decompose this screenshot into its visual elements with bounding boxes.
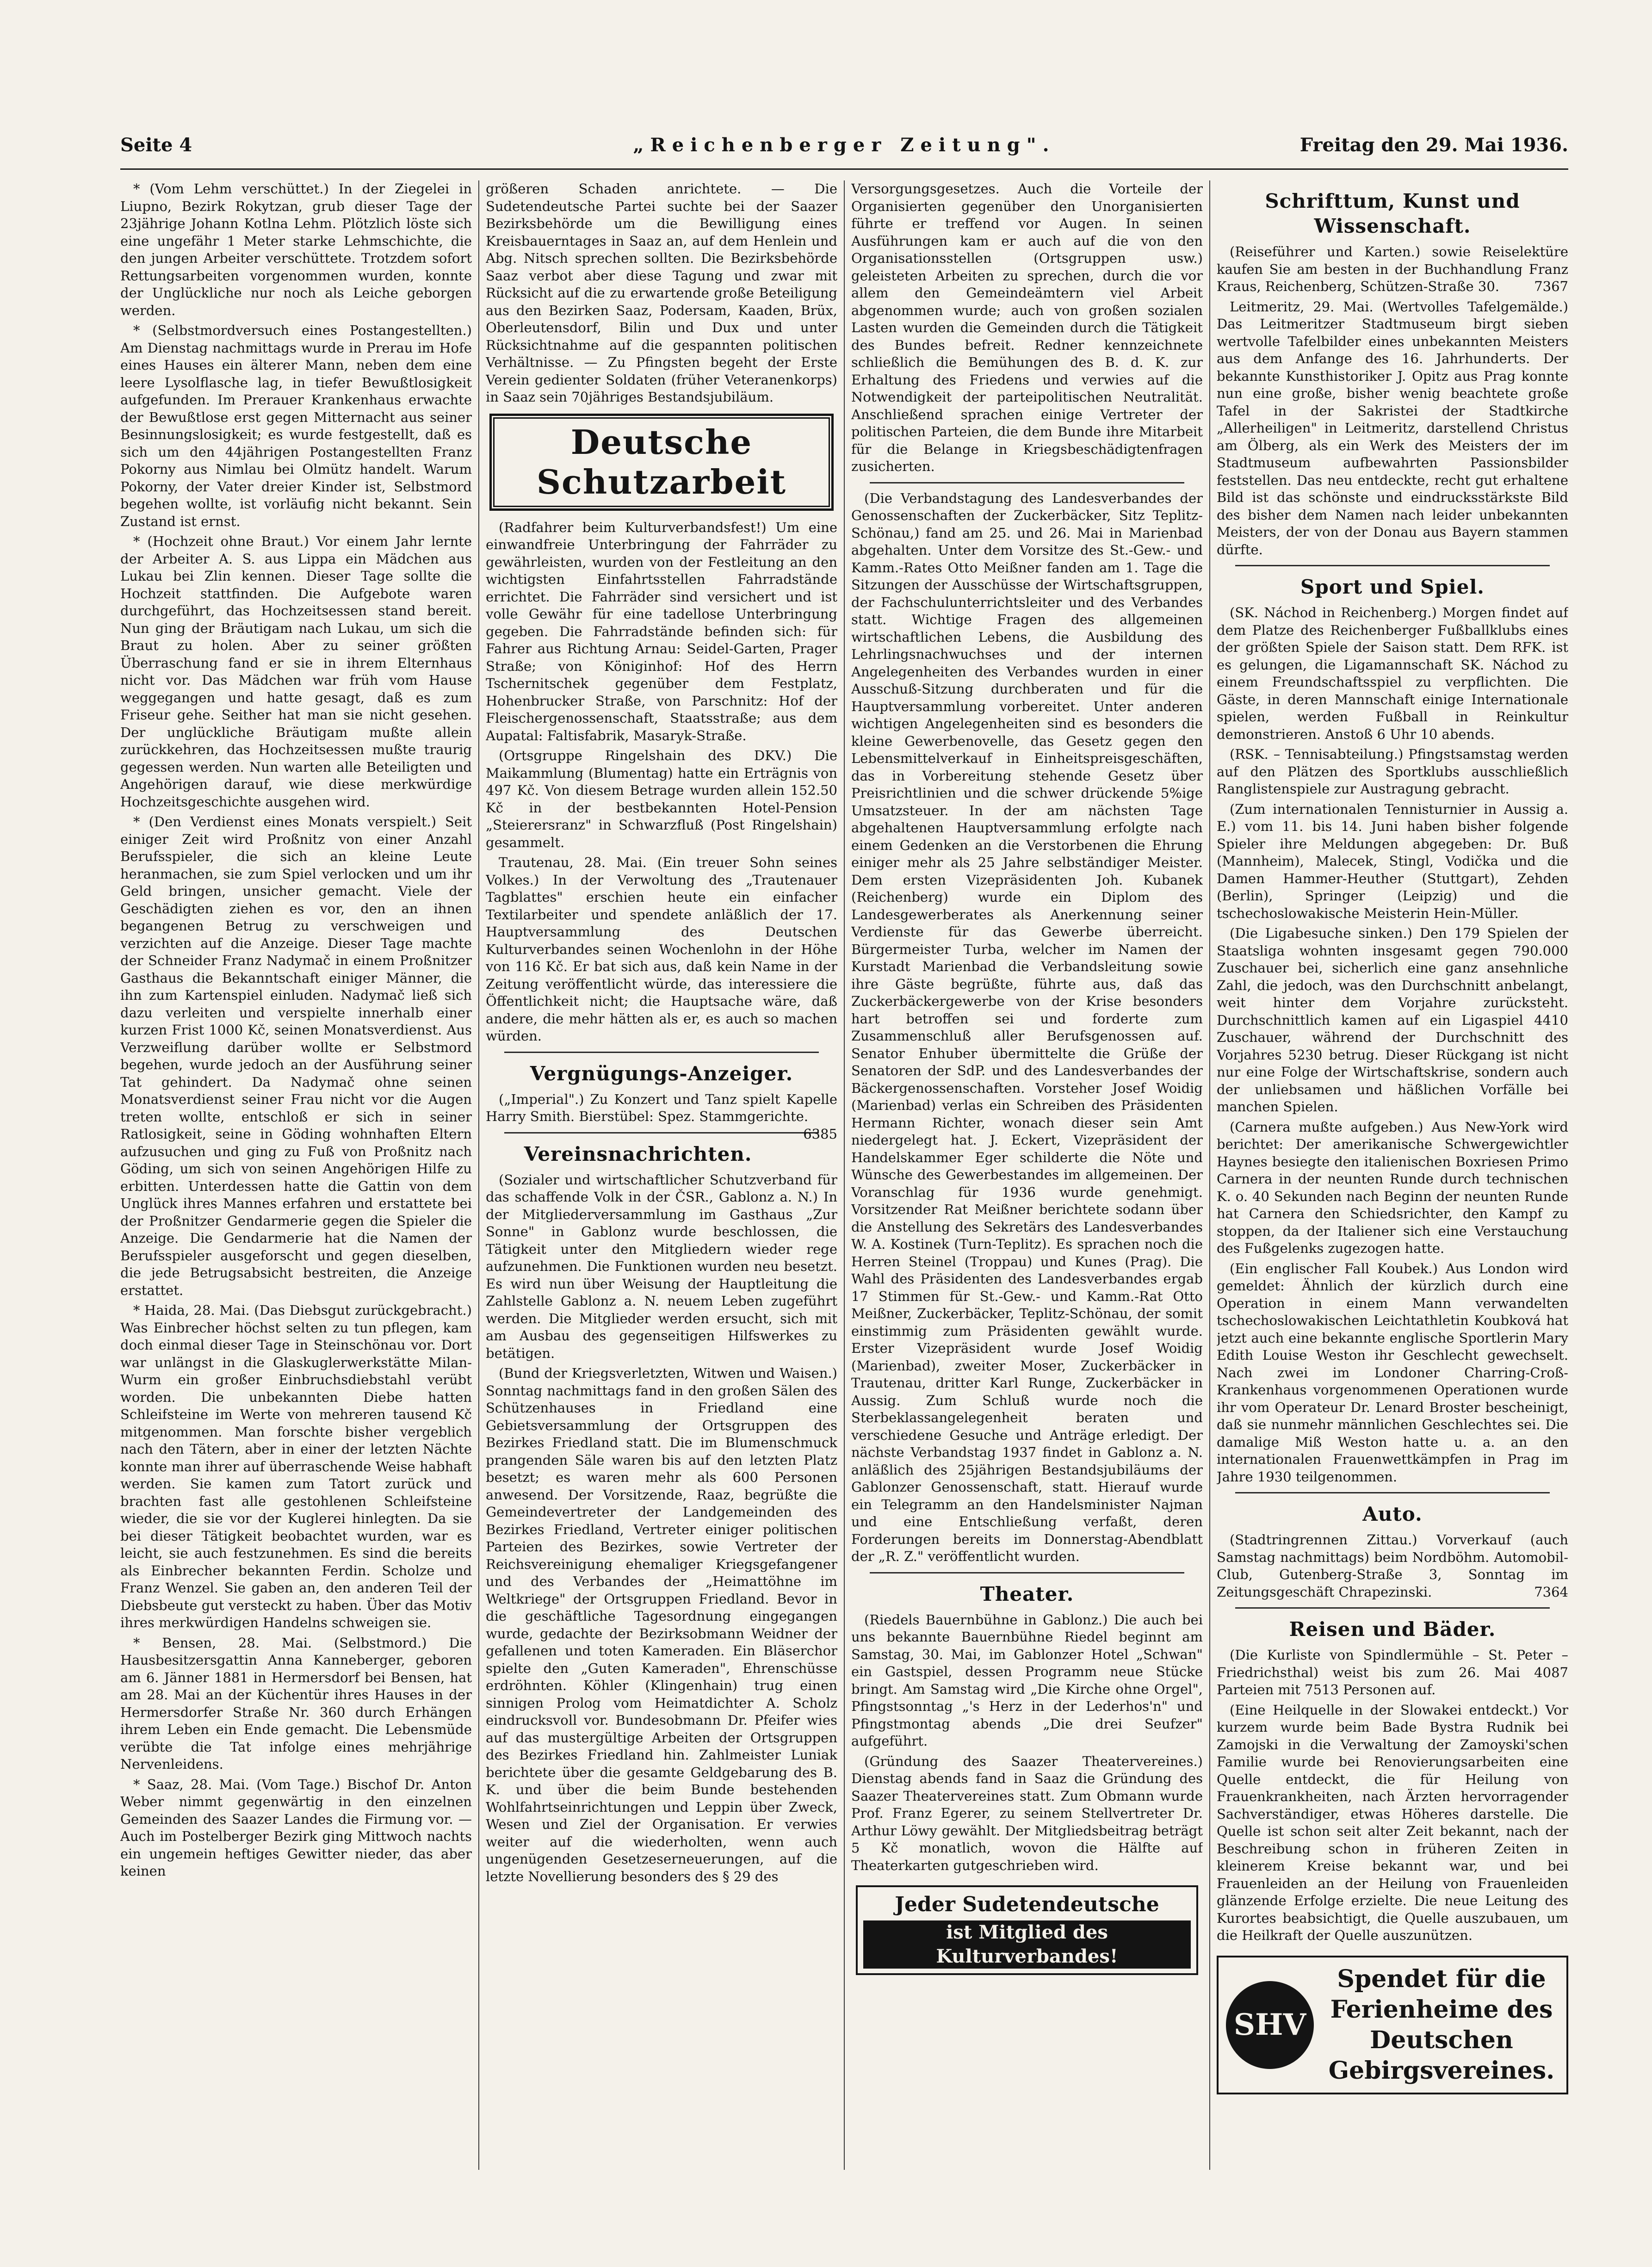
running-header — [120, 134, 1568, 167]
column-4 — [1217, 180, 1568, 2170]
newspaper-title: „Reichenberger Zeitung". — [633, 134, 1056, 156]
notice-number: 6385 — [803, 1126, 837, 1142]
article: (Die Ligabesuche sinken.) Den 179 Spielen der Staatsliga wohnten insgesamt gegen 790.000 Zuschauer bei, sicherlich eine ganz ansehnliche Zahl, die jedoch, was den Durchschnitt anbelangt, weit hinter dem Vorjahre zurücksteht. Durchschnittlich kamen auf ein Ligaspiel 4410 Zuschauer, während der Durchschnitt des Vorjahres 5230 betrug. Dieser Rückgang ist nicht nur eine Folge der Wirtschaftskrise, sondern auch der unliebsamen und häßlichen Vorfälle bei manchen Spielen. — [1217, 925, 1568, 1115]
notice-text: (Reiseführer und Karten.) sowie Reiselektüre kaufen Sie am besten in der Buchhandlung Franz Kraus, Reichenberg, Schützen-Straße 30. — [1217, 244, 1568, 294]
article: Trautenau, 28. Mai. (Ein treuer Sohn seines Volkes.) In der Verwoltung des „Trautenauer Tagblattes" erschien heute ein einfacher Textilarbeiter und spendete anläßlich der 17. Hauptversammlung des Deutschen Kulturverbandes seinen Wochenlohn in der Höhe von 116 Kč. Er bat sich aus, daß kein Name in der Zeitung veröffentlicht würde, das interessiere die Öffentlichkeit nicht; die Hauptsache wäre, daß andere, die mehr hätten als er, es auch so machen würden. — [486, 855, 837, 1044]
column-1 — [120, 180, 472, 2170]
separator — [1235, 1607, 1550, 1609]
column-rule — [1209, 180, 1210, 2170]
article: (SK. Náchod in Reichenberg.) Morgen findet auf dem Platze des Reichenberger Fußballklubs eines der größten Spiele der Saison statt. Dem RFK. ist es gelungen, die Ligamannschaft SK. Náchod zu einem Freundschaftsspiel zu verpflichten. Die Gäste, in deren Mannschaft einige Internationale spielen, werden Fußball in Reinkultur demonstrieren. Anstoß 6 Uhr 10 abends. — [1217, 605, 1568, 742]
article: (Sozialer und wirtschaftlicher Schutzverband für das schaffende Volk in der ČSR., Gablonz a. N.) In der Mitgliederversammlung im Gasthaus „Zur Sonne" in Gablonz wurde beschlossen, die Tätigkeit unter den Mitgliedern wieder rege aufzunehmen. Die Funktionen wurden neu besetzt. Es wird nun über Weisung der Hauptleitung die Zahlstelle Gablonz a. N. neuem Leben zugeführt werden. Die Mitglieder werden ersucht, sich mit am Ausbau des gegenseitigen Hilfswerkes zu betätigen. — [486, 1171, 837, 1361]
column-2 — [486, 180, 837, 2170]
section-heading: Vereinsnachrichten. — [524, 1142, 752, 1165]
section-heading: Theater. — [980, 1582, 1074, 1605]
article: (Bund der Kriegsverletzten, Witwen und Waisen.) Sonntag nachmittags fand in den großen Sälen des Schützenhauses in Friedland eine Gebietsversammlung der Ortsgruppen des Bezirkes Friedland statt. Die im Blumenschmuck prangenden Säle waren bis auf den letzten Platz besetzt; es waren mehr als 600 Personen anwesend. Der Vorsitzende, Raaz, begrüßte die Gemeindevertreter der Landgemeinden des Bezirkes Friedland, Vertreter einiger politischen Parteien des Bezirkes, sowie Vertreter der Reichsvereinigung ehemaliger Kriegsgefangener und des Verbandes der „Heimattöhne im Weltkriege" der Ortsgruppen Friedland. Bevor in die geschäftliche Tagesordnung eingegangen wurde, gedachte der Bezirksobmann Weidner der gefallenen und toten Kameraden. Ein Bläserchor spielte den „Guten Kameraden", Ehrenschüsse erdröhnten. Köhler (Klingenhain) trug einen sinnigen Prolog vom Heimatdichter A. Scholz eindrucksvoll vor. Bundesobmann Dr. Pfeifer wies auf das mustergültige Arbeiten der Ortsgruppen des Bezirkes Friedland hin. Zahlmeister Luniak berichtete über die gesamte Geldgebarung des B. K. und über die beim Bunde bestehenden Wohlfahrtseinrichtungen und Leppin über Zweck, Wesen und Ziel der Organisation. Er verwies weiter auf die wiederholten, wenn auch ungenügenden Gesetzeserneuerungen, auf die letzte Novellierung besonders des § 29 des — [486, 1365, 837, 1884]
notice — [1217, 1531, 1568, 1601]
article: * (Den Verdienst eines Monats verspielt.) Seit einiger Zeit wird Proßnitz von einer Anzahl Berufsspieler, die sich an kleine Leute heranmachen, sie zum Spiel verlocken und um ihr Geld bringen, unsicher gemacht. Viele der Geschädigten ziehen es vor, den an ihnen begangenen Betrug zu verschweigen und verzichten auf die Anzeige. Dieser Tage machte der Schneider Franz Nadymač in einem Proßnitzer Gasthaus die Bekanntschaft einiger Männer, die ihn zum Kartenspiel einluden. Nadymač ließ sich dazu verleiten und verspielte innerhalb einer kurzen Frist 1000 Kč, seinen Monatsverdienst. Aus Verzweiflung darüber wollte er Selbstmord begehen, wurde jedoch an der Ausführung seiner Tat gehindert. Da Nadymač ohne seinen Monatsverdienst seiner Frau nicht vor die Augen treten wollte, entschloß er sich in seiner Ratlosigkeit, seine in Göding wohnhaften Eltern aufzusuchen und ging zu Fuß von Proßnitz nach Göding, um sich von seinen Angehörigen Hilfe zu erbitten. Unterdessen hatte die Gattin von dem Unglück ihres Mannes erfahren und erstattete bei der Proßnitzer Gendarmerie gegen die Spieler die Anzeige. Die Gendarmerie hat die Namen der Berufsspieler ausgeforscht und gegen dieselben, die jede Betrugsabsicht bestreiten, die Anzeige erstattet. — [120, 814, 472, 1298]
column-rule — [844, 180, 845, 2170]
separator — [1235, 1492, 1550, 1493]
column-3 — [851, 180, 1203, 2170]
article: (Radfahrer beim Kulturverbandsfest!) Um eine einwandfreie Unterbringung der Fahrräder zu gewährleisten, wurden von der Festleitung an den wichtigsten Einfahrtsstellen Fahrradstände errichtet. Die Fahrräder sind versichert und ist volle Gewähr für eine tadellose Unterbringung gegeben. Die Fahrradstände befinden sich: für Fahrer aus Richtung Arnau: Seidel-Garten, Prager Straße; von Königinhof: Hof des Herrn Tschernitschek gegenüber dem Festplatz, Hohenbrucker Straße, von Parschnitz: Hof der Fleischergenossenschaft, Staatsstraße; aus dem Aupatal: Faltisfabrik, Masaryk-Straße. — [486, 519, 837, 743]
section-heading: Auto. — [1362, 1503, 1423, 1525]
separator — [870, 1572, 1184, 1573]
article: * Bensen, 28. Mai. (Selbstmord.) Die Hausbesitzersgattin Anna Kanneberger, geboren am 6. Jänner 1881 in Hermersdorf bei Bensen, hat am 28. Mai an der Küchentür ihres Hauses in der Hermersdorfer Straße Nr. 360 durch Erhängen ihrem Leben ein Ende gemacht. Die Lebensmüde verübte die Tat infolge eines mehrjährige Nervenleidens. — [120, 1635, 472, 1772]
article: (Gründung des Saazer Theatervereines.) Dienstag abends fand in Saaz die Gründung des Saazer Theatervereines statt. Zum Obmann wurde Prof. Franz Egerer, zu seinem Stellvertreter Dr. Arthur Löwy gewählt. Der Mitgliedsbeitrag beträgt 5 Kč monatlich, wovon die Hälfte auf Theaterkarten gutgeschrieben wird. — [851, 1753, 1203, 1873]
separator — [1235, 565, 1550, 566]
article: * Haida, 28. Mai. (Das Diebsgut zurückgebracht.) Was Einbrecher höchst selten zu tun pflegen, kam doch einmal dieser Tage in Steinschönau vor. Dort war unlängst in die Glaskuglerwerkstätte Milan-Wurm ein großer Einbruchsdiebstahl verübt worden. Die unbekannten Diebe hatten Schleifsteine im Werte von mehreren tausend Kč mitgenommen. Man forschte bisher vergeblich nach den Tätern, aber in einer der letzten Nächte konnte man ihrer auf überraschende Weise habhaft werden. Sie kamen zum Tatort zurück und brachten fast alle gestohlenen Schleifsteine wieder, die sie vor der Kuglerei hinlegten. Da sie bei dieser Tätigkeit beobachtet wurden, war es leicht, sie auch festzunehmen. Es sind die bereits als Einbrecher bekannten Ferdin. Scholze und Franz Wenzel. Sie gaben an, den anderen Teil der Diebsbeute gut versteckt zu haben. Über das Motiv ihres merkwürdigen Handelns schweigen sie. — [120, 1302, 472, 1630]
article: Versorgungsgesetzes. Auch die Vorteile der Organisierten gegenüber den Unorganisierten führte er treffend vor Augen. In seinen Ausführungen kam er auch auf die von den Organisationsstellen (Ortsgruppen usw.) geleisteten Arbeiten zu sprechen, durch die vor allem den Gemeindeämtern viel Arbeit abgenommen wurde; auch von großen sozialen Lasten wurden die Gemeinden durch die Tätigkeit des Bundes befreit. Redner kennzeichnete schließlich die Bemühungen des B. d. K. zur Erhaltung des Friedens und verwies auf die Notwendigkeit der parteipolitischen Neutralität. Anschließend sprachen einige Vertreter der politischen Parteien, die dem Bunde ihre Mitarbeit für die Belange in Kriegsbeschädigtenfragen zusicherten. — [851, 181, 1203, 474]
separator — [504, 1052, 819, 1053]
article: (Zum internationalen Tennisturnier in Aussig a. E.) vom 11. bis 14. Juni haben bisher folgende Spieler ihre Meldungen abgegeben: Dr. Buß (Mannheim), Malecek, Stingl, Vodička und die Damen Hammer-Heuther (Stuttgart), Zehden (Berlin), Springer (Leipzig) und die tschechoslowakische Meisterin Hein-Müller. — [1217, 801, 1568, 921]
section-heading: Sport und Spiel. — [1300, 576, 1485, 598]
notice — [486, 1091, 837, 1142]
page-number: Seite 4 — [120, 134, 192, 156]
notice — [1217, 243, 1568, 296]
article: (Carnera mußte aufgeben.) Aus New-York wird berichtet: Der amerikanische Schwergewichtler Haynes besiegte den italienischen Boxriesen Primo Carnera in der neunten Runde durch technischen K. o. 40 Sekunden nach Beginn der neunten Runde hat Carnera den Schiedsrichter, den Kampf zu stoppen, da der Italiener sich eine Verstauchung des Fußgelenks zugezogen hatte. — [1217, 1119, 1568, 1256]
section-box-heading: Deutsche Schutzarbeit — [489, 414, 834, 511]
gebirgsverein-ad — [1217, 1956, 1568, 2094]
column-rule — [478, 180, 479, 2170]
section-heading: Vergnügungs-Anzeiger. — [530, 1062, 793, 1085]
article: (Ortsgruppe Ringelshain des DKV.) Die Maikammlung (Blumentag) hatte ein Erträgnis von 497 Kč. Von diesem Betrage wurden allein 152.50 Kč in der bestbekannten Hotel-Pension „Steierersranz" in Schwarzfluß (Post Ringelshain) gesammelt. — [486, 748, 837, 850]
article: größeren Schaden anrichtete. — Die Sudetendeutsche Partei suchte bei der Saazer Bezirksbehörde um die Bewilligung eines Kreisbauerntages in Saaz an, auf dem Henlein und Abg. Nitsch sprechen sollten. Die Bezirksbehörde Saaz verbot aber diese Tagung und zwar mit Rücksicht auf die zu erwartende große Beteiligung aus den Bezirken Saaz, Podersam, Kaaden, Brüx, Oberleutensdorf, Bilin und Dux und unter Rücksichtnahme auf die gespannten politischen Verhältnisse. — Zu Pfingsten begeht der Erste Verein gedienter Soldaten (früher Veteranenkorps) in Saaz sein 70jähriges Bestandsjubiläum. — [486, 181, 837, 405]
article: (Riedels Bauernbühne in Gablonz.) Die auch bei uns bekannte Bauernbühne Riedel beginnt am Samstag, 30. Mai, im Gablonzer Hotel „Schwan" ein Gastspiel, dessen Programm neue Stücke bringt. Am Samstag wird „Die Kirche ohne Orgel", Pfingstsonntag „'s Herz in der Lederhos'n" und Pfingstmontag abends „Die drei Seufzer" aufgeführt. — [851, 1611, 1203, 1749]
newspaper-page — [120, 134, 1568, 2179]
notice-text: („Imperial".) Zu Konzert und Tanz spielt Kapelle Harry Smith. Bierstübel: Spez. Stammgerichte. — [486, 1091, 837, 1124]
article: * Saaz, 28. Mai. (Vom Tage.) Bischof Dr. Anton Weber nimmt gegenwärtig in den einzelnen Gemeinden des Saazer Landes die Firmung vor. — Auch im Postelberger Bezirk ging Mittwoch nachts ein ungemein heftiges Gewitter nieder, das aber keinen — [120, 1776, 472, 1879]
article: (Ein englischer Fall Koubek.) Aus London wird gemeldet: Ähnlich der kürzlich durch eine Operation in einem Mann verwandelten tschechoslowakischen Leichtathletin Koubková hat jetzt auch eine bekannte englische Sportlerin Mary Edith Louise Weston ihr Geschlecht gewechselt. Nach zwei im Londoner Charring-Croß-Krankenhaus vorgenommenen Operationen wurde ihr vom Operateur Dr. Lenard Broster bescheinigt, daß sie nunmehr männlichen Geschlechtes sei. Die damalige Miß Weston hatte u. a. an den internationalen Frauenwettkämpfen in Prag im Jahre 1930 teilgenommen. — [1217, 1260, 1568, 1485]
section-heading: Schrifttum, Kunst und Wissenschaft. — [1265, 190, 1520, 237]
article: (Eine Heilquelle in der Slowakei entdeckt.) Vor kurzem wurde beim Bade Bystra Rudnik bei Zamojski in die Verwaltung der Zamoyski'schen Familie wurde bei Renovierungsarbeiten eine Quelle entdeckt, die für Heilung von Frauenkrankheiten, nach Ärzten hervorragender Sachverständiger, etwas Höheres darstelle. Die Quelle ist schon seit alter Zeit bekannt, nach der Beschreibung schon in früheren Zeiten in kleinerem Kreise bekannt war, und bei Frauenleiden an der Heilung von Frauenleiden glänzende Erfolge erzielte. Die neue Leitung des Kurortes beabsichtigt, die Quelle auszubauen, um die Heilkraft der Quelle auszunützen. — [1217, 1702, 1568, 1943]
banner-line-1: Jeder Sudetendeutsche — [895, 1893, 1159, 1916]
banner-line-2: ist Mitglied des Kulturverbandes! — [863, 1920, 1191, 1969]
separator — [504, 1132, 819, 1134]
article: (Die Kurliste von Spindlermühle – St. Peter – Friedrichsthal) weist bis zum 26. Mai 4087 Parteien mit 7513 Personen auf. — [1217, 1647, 1568, 1697]
issue-date: Freitag den 29. Mai 1936. — [1299, 134, 1568, 156]
separator — [870, 482, 1184, 483]
section-heading: Reisen und Bäder. — [1289, 1618, 1496, 1641]
ad-text: Spendet für die Ferienheime des Deutschen Gebirgsvereines. — [1328, 1964, 1555, 2085]
article: (RSK. – Tennisabteilung.) Pfingstsamstag werden auf den Plätzen des Sportklubs ausschließlich Ranglistenspiele zur Austragung gebracht. — [1217, 746, 1568, 797]
article: (Die Verbandstagung des Landesverbandes der Genossenschaften der Zuckerbäcker, Sitz Teplitz-Schönau,) fand am 25. und 26. Mai in Marienbad abgehalten. Unter dem Vorsitze des St.-Gew.- und Kamm.-Rates Otto Meißner fanden am 1. Tage die Sitzungen der Ausschüsse der Wirtschaftsgruppen, der Fachschulunterrichtsleiter und des Verbandes statt. Wichtige Fragen des allgemeinen wirtschaftlichen Lebens, die Ausbildung des Lehrlingsnachwuchses und der internen Angelegenheiten des Verbandes wurden in einer Ausschuß-Sitzung durchberaten und für die Hauptversammlung vorbereitet. Unter anderen wichtigen Angelegenheiten sind es besonders die kleine Gewerbenovelle, das Gesetz gegen den Lebensmittelverkauf in Einheitspreisgeschäften, das in Vorbereitung stehende Gesetz über Preisrichtlinien und die schwer drückende 5%ige Umsatzsteuer. In der am nächsten Tage abgehaltenen Hauptversammlung erfolgte nach einem Gedenken an die Verstorbenen die Ehrung einiger mehr als 25 Jahre selbständiger Meister. Dem ersten Vizepräsidenten Joh. Kubanek (Reichenberg) wurde ein Diplom des Landesgewerberates als Anerkennung seiner Verdienste für das Gewerbe überreicht. Bürgermeister Turba, welcher im Namen der Kurstadt Marienbad die Verbandsleitung sowie ihre Gäste begrüßte, führte aus, daß das Zuckerbäckergewerbe von der Krise besonders hart betroffen sei und forderte zum Zusammenschluß aller Berufsgenossen auf. Senator Enhuber übermittelte die Grüße der Senatoren der SdP. und des Landesverbandes der Bäckergenossenschaften. Vorsteher Josef Woidig (Marienbad) verlas ein Schreiben des Präsidenten Hermann Richter, wonach dieser sein Amt niedergelegt hat. J. Eckert, Vizepräsident der Handelskammer Eger schilderte die Nöte und Wünsche des Gewerbestandes im allgemeinen. Der Voranschlag für 1936 wurde genehmigt. Vorsitzender Rat Meißner berichtete sodann über die Anstellung des Sekretärs des Landesverbandes W. A. Kostinek (Turn-Teplitz). Es sprachen noch die Herren Steinel (Troppau) und Kunes (Prag). Die Wahl des Präsidenten des Landesverbandes ergab 17 Stimmen für St.-Gew.- und Kamm.-Rat Otto Meißner, Zuckerbäcker, Teplitz-Schönau, der somit einstimmig zum Präsidenten gewählt wurde. Erster Vizepräsident wurde Josef Woidig (Marienbad), zweiter Moser, Zuckerbäcker in Trautenau, dritter Karl Runge, Zuckerbäcker in Aussig. Zum Schluß wurde noch die Sterbeklassangelegenheit beraten und verschiedene Gesuche und Anträge erledigt. Der nächste Verbandstag 1937 findet in Gablonz a. N. anläßlich des 25jährigen Bestandsjubiläums der Gablonzer Genossenschaft, statt. Hierauf wurde ein Telegramm an den Handelsminister Najman und eine Entschließung verfaßt, deren Forderungen bereits im Donnerstag-Abendblatt der „R. Z." veröffentlicht wurden. — [851, 490, 1203, 1564]
notice-number: 7367 — [1534, 279, 1568, 294]
notice-text: (Stadtringrennen Zittau.) Vorverkauf (auch Samstag nachmittags) beim Nordböhm. Automobil-Club, Gutenberg-Straße 3, Sonntag im Zeitungsgeschäft Chrapezinski. — [1217, 1532, 1568, 1600]
article: Leitmeritz, 29. Mai. (Wertvolles Tafelgemälde.) Das Leitmeritzer Stadtmuseum birgt sieben wertvolle Tafelbilder eines unbekannten Meisters aus dem Anfange des 16. Jahrhunderts. Der bekannte Kunsthistoriker J. Opitz aus Prag konnte nun eine große, bisher wenig beachtete große Tafel in der Sakristei der Stadtkirche „Allerheiligen" in Leitmeritz, darstellend Christus am Ölberg, als ein Werk des Meisters der im Stadtmuseum aufbewahrten Passionsbilder feststellen. Das neu entdeckte, recht gut erhaltene Bild ist das schönste und eindrucksstärkste Bild des bisher dem Namen nach leider unbekannten Meisters, der von der Donau aus Bayern stammen dürfte. — [1217, 298, 1568, 557]
emblem-icon: SHV — [1226, 1981, 1314, 2069]
notice-number: 7364 — [1534, 1584, 1568, 1600]
article: * (Hochzeit ohne Braut.) Vor einem Jahr lernte der Arbeiter A. S. aus Lippa ein Mädchen aus Lukau bei Zlin kennen. Dieser Tage sollte die Hochzeit stattfinden. Die Aufgebote waren durchgeführt, das Hochzeitsessen stand bereit. Nun ging der Bräutigam nach Lukau, um sich die Braut zu holen. Aber zu seiner größten Überraschung fand er sie in ihrem Elternhaus nicht vor. Das Mädchen war früh vom Hause weggegangen und hatte gesagt, daß es zum Friseur gehe. Seither hat man sie nicht gesehen. Der unglückliche Bräutigam mußte allein zurückkehren, das Hochzeitsessen mußte traurig gegessen werden. Nun warten alle Beteiligten und Angehörigen darauf, wie diese merkwürdige Hochzeitsgeschichte ausgehen wird. — [120, 533, 472, 810]
article: * (Selbstmordversuch eines Postangestellten.) Am Dienstag nachmittags wurde in Prerau im Hofe eines Hauses ein älterer Mann, neben dem eine leere Lysolflasche lag, in tiefer Bewußtlosigkeit aufgefunden. Im Prerauer Krankenhaus erwachte der Bewußtlose erst gegen Mitternacht aus seiner Besinnungslosigkeit; es wurde festgestellt, daß es sich um den 44jährigen Postangestellten Franz Pokorny aus Nimlau bei Olmütz handelt. Warum Pokorny, der Vater dreier Kinder ist, Selbstmord begehen wollte, ist vorläufig nicht bekannt. Sein Zustand ist ernst. — [120, 322, 472, 529]
article: * (Vom Lehm verschüttet.) In der Ziegelei in Liupno, Bezirk Rokytzan, grub dieser Tage der 23jährige Johann Kotlna Lehm. Plötzlich löste sich eine ungefähr 1 Meter starke Lehmschichte, die den jungen Arbeiter verschüttete. Trotzdem sofort Rettungsarbeiten vorgenommen wurden, konnte der Unglückliche nur noch als Leiche geborgen werden. — [120, 181, 472, 318]
header-rule — [120, 168, 1568, 170]
kulturverband-banner — [856, 1885, 1198, 1975]
